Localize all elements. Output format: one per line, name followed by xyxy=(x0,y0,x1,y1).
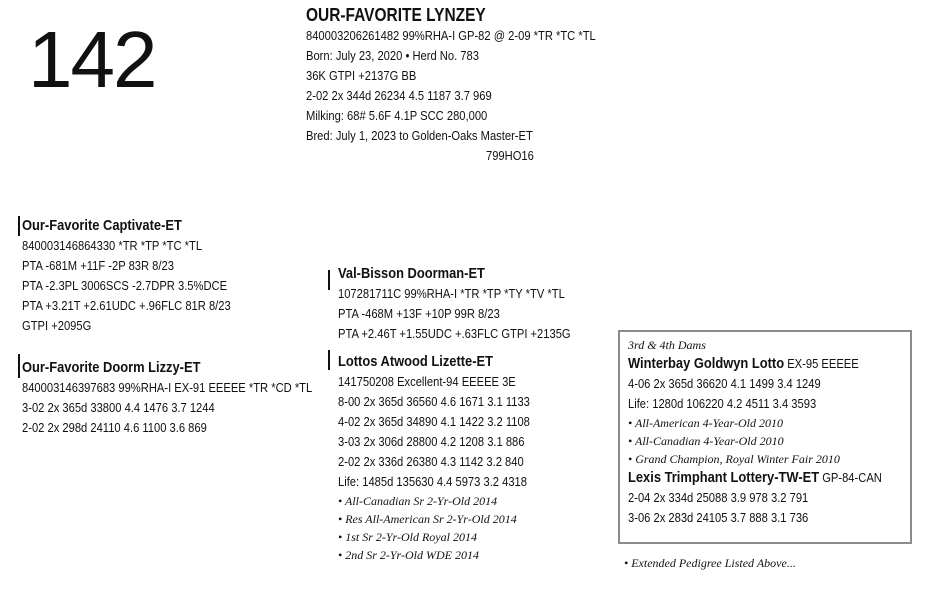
animal-milking: Milking: 68# 5.6F 4.1P SCC 280,000 xyxy=(306,108,488,123)
lot-number: 142 xyxy=(28,15,156,104)
mgs-name: Val-Bisson Doorman-ET xyxy=(338,265,485,282)
fourth-dam-line: 3-06 2x 283d 24105 3.7 888 3.1 736 xyxy=(628,510,809,525)
footnote: • Extended Pedigree Listed Above... xyxy=(624,556,796,570)
mgs-block xyxy=(338,264,609,344)
granddam-line: 3-03 2x 306d 28800 4.2 1208 3.1 886 xyxy=(338,434,525,449)
granddam-bracket xyxy=(328,350,330,370)
sire-bracket xyxy=(18,216,20,236)
granddam-name: Lottos Atwood Lizette-ET xyxy=(338,353,494,370)
third-dam-honor: • All-American 4-Year-Old 2010 xyxy=(628,416,783,430)
dams-box xyxy=(618,330,912,544)
third-dam-honor: • Grand Champion, Royal Winter Fair 2010 xyxy=(628,452,840,466)
sire-block xyxy=(22,216,265,336)
animal-bred-code: 799HO16 xyxy=(486,148,534,163)
sire-name: Our-Favorite Captivate-ET xyxy=(22,217,182,234)
dams-box-heading: 3rd & 4th Dams xyxy=(628,338,706,352)
animal-record: 2-02 2x 344d 26234 4.5 1187 3.7 969 xyxy=(306,88,492,103)
sire-line: 840003146864330 *TR *TP *TC *TL xyxy=(22,238,203,253)
third-dam-line: 4-06 2x 365d 36620 4.1 1499 3.4 1249 xyxy=(628,376,821,391)
granddam-honor: • All-Canadian Sr 2-Yr-Old 2014 xyxy=(338,494,498,508)
dam-block xyxy=(22,358,359,438)
granddam-block xyxy=(338,352,561,564)
mgs-line: 107281711C 99%RHA-I *TR *TP *TY *TV *TL xyxy=(338,286,565,301)
dam-line: 840003146397683 99%RHA-I EX-91 EEEEE *TR *CD *TL xyxy=(22,380,313,395)
dam-line: 2-02 2x 298d 24110 4.6 1100 3.6 869 xyxy=(22,420,207,435)
animal-header xyxy=(306,4,643,166)
granddam-line: 4-02 2x 365d 34890 4.1 1422 3.2 1108 xyxy=(338,414,530,429)
sire-line: PTA -2.3PL 3006SCS -2.7DPR 3.5%DCE xyxy=(22,278,228,293)
fourth-dam-name: Lexis Trimphant Lottery-TW-ET xyxy=(628,469,820,486)
mgs-bracket xyxy=(328,270,330,290)
mgs-line: PTA -468M +13F +10P 99R 8/23 xyxy=(338,306,500,321)
animal-registration: 840003206261482 99%RHA-I GP-82 @ 2-09 *TR *TC *TL xyxy=(306,28,596,43)
granddam-line: Life: 1485d 135630 4.4 5973 3.2 4318 xyxy=(338,474,527,489)
animal-born: Born: July 23, 2020 • Herd No. 783 xyxy=(306,48,479,63)
granddam-line: 141750208 Excellent-94 EEEEE 3E xyxy=(338,374,516,389)
third-dam-honor: • All-Canadian 4-Year-Old 2010 xyxy=(628,434,784,448)
third-dam-classification: EX-95 EEEEE xyxy=(784,356,859,371)
fourth-dam-classification: GP-84-CAN xyxy=(819,470,882,485)
third-dam-name: Winterbay Goldwyn Lotto xyxy=(628,355,785,372)
granddam-honor: • Res All-American Sr 2-Yr-Old 2014 xyxy=(338,512,517,526)
third-dam-line: Life: 1280d 106220 4.2 4511 3.4 3593 xyxy=(628,396,817,411)
granddam-line: 8-00 2x 365d 36560 4.6 1671 3.1 1133 xyxy=(338,394,530,409)
animal-bred: Bred: July 1, 2023 to Golden-Oaks Master-ET xyxy=(306,128,533,143)
dam-line: 3-02 2x 365d 33800 4.4 1476 3.7 1244 xyxy=(22,400,215,415)
animal-gtpi: 36K GTPI +2137G BB xyxy=(306,68,417,83)
granddam-honor: • 2nd Sr 2-Yr-Old WDE 2014 xyxy=(338,548,479,562)
granddam-honor: • 1st Sr 2-Yr-Old Royal 2014 xyxy=(338,530,477,544)
sire-line: PTA -681M +11F -2P 83R 8/23 xyxy=(22,258,174,273)
animal-name: OUR-FAVORITE LYNZEY xyxy=(306,5,486,25)
sire-line: PTA +3.21T +2.61UDC +.96FLC 81R 8/23 xyxy=(22,298,231,313)
sire-line: GTPI +2095G xyxy=(22,318,92,333)
dam-name: Our-Favorite Doorm Lizzy-ET xyxy=(22,359,201,376)
granddam-line: 2-02 2x 336d 26380 4.3 1142 3.2 840 xyxy=(338,454,524,469)
mgs-line: PTA +2.46T +1.55UDC +.63FLC GTPI +2135G xyxy=(338,326,571,341)
fourth-dam-line: 2-04 2x 334d 25088 3.9 978 3.2 791 xyxy=(628,490,809,505)
dam-bracket xyxy=(18,354,20,378)
